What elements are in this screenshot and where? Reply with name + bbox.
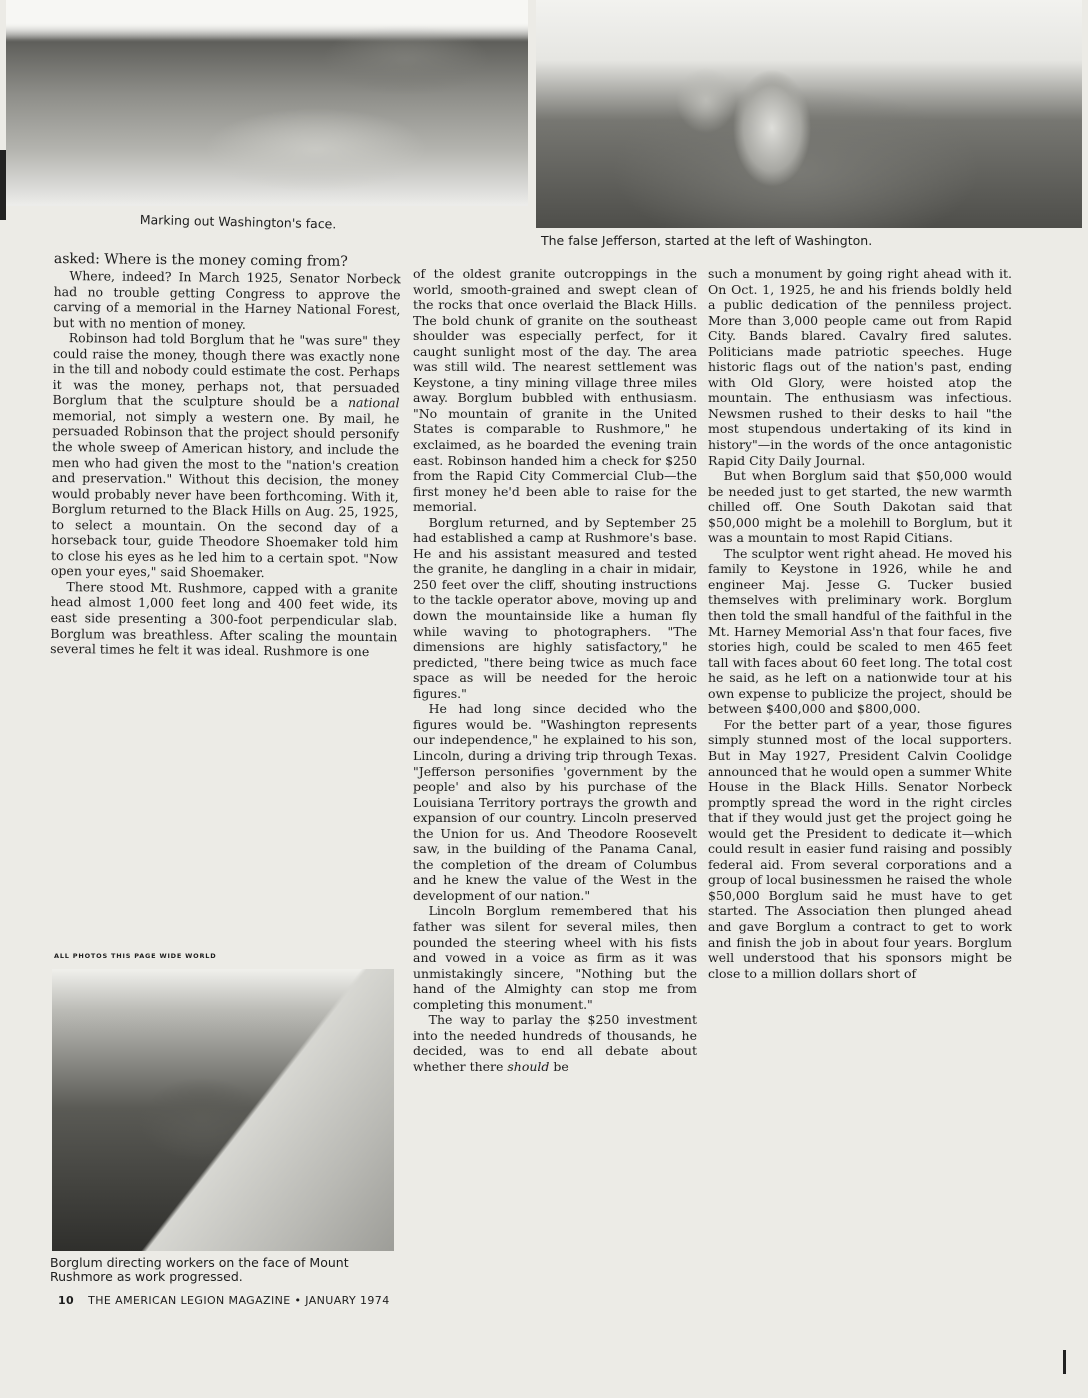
photo-false-jefferson — [536, 0, 1082, 228]
caption-washington-face: Marking out Washington's face. — [139, 212, 337, 232]
column-3-paragraph: The sculptor went right ahead. He moved his family to Keystone in 1926, while he and engineer Maj. Jesse G. Tucker busied themselves with preliminary work. Borglum then told the small handful of the faithful in the Mt. Harney Memorial Ass'n that four faces, five stories high, could be scaled to men 465 feet tall with faces about 60 feet long. The total cost he said, as he left on a nationwide tour at his own expense to publicize the project, should be between $400,000 and $800,000. — [708, 545, 1012, 717]
publication-line: THE AMERICAN LEGION MAGAZINE • JANUARY 1974 — [88, 1294, 390, 1307]
article-column-3 — [708, 266, 1012, 981]
column-1-paragraph: Where, indeed? In March 1925, Senator Norbeck had no trouble getting Congress to approve the carving of a memorial in the Harney National Forest, but with no mention of money. — [53, 268, 401, 332]
photo-washington-face-marking — [6, 0, 528, 206]
column-1-paragraph: There stood Mt. Rushmore, capped with a granite head almost 1,000 feet long and 400 feet wide, its east side presenting a 300-foot perpendicular slab. Borglum was breathless. After scaling the mountain several times he felt it was ideal. Rushmore is one — [50, 579, 398, 660]
column-2-paragraph: of the oldest granite outcroppings in the world, smooth-grained and swept clean of the rocks that once overlaid the Black Hills. The bold chunk of granite on the southeast shoulder was especially perfect, for it caught sunlight most of the day. The area was still wild. The nearest settlement was Keystone, a tiny mining village three miles away. Borglum bubbled with enthusiasm. "No mountain of granite in the United States is comparable to Rushmore," he exclaimed, as he boarded the evening train east. Robinson handed him a check for $250 from the Rapid City Commercial Club—the first money he'd been able to raise for the memorial. — [413, 266, 697, 515]
photo-borglum-directing-workers — [52, 969, 394, 1251]
column-1-paragraph: asked: Where is the money coming from? — [53, 251, 348, 270]
article-column-1 — [50, 251, 401, 660]
column-2-paragraph: Borglum returned, and by September 25 had established a camp at Rushmore's base. He and his assistant measured and tested the granite, he dangling in a chair in midair, 250 feet over the cliff, shouting instructions to the tackle operator above, moving up and down the mountainside like a human fly while waving to photographers. "The dimensions are highly satisfactory," he predicted, "there being twice as much face space as will be needed for the heroic figures." — [413, 514, 697, 701]
column-2-paragraph: The way to parlay the $250 investment into the needed hundreds of thousands, he decided, was to end all debate about whether there should be — [413, 1012, 697, 1074]
column-2-paragraph: Lincoln Borglum remembered that his father was silent for several miles, then pounded the steering wheel with his fists and vowed in a voice as firm as it was unmistakingly sincere, "Nothing but the hand of the Almighty can stop me from completing this monument." — [413, 903, 697, 1012]
column-3-paragraph: But when Borglum said that $50,000 would be needed just to get started, the new warmth chilled off. One South Dakotan said that $50,000 might be a molehill to Borglum, but it was a mountain to most Rapid Citians. — [708, 468, 1012, 546]
column-3-paragraph: For the better part of a year, those figures simply stunned most of the local supporters. But in May 1927, President Calvin Coolidge announced that he would open a summer White House in the Black Hills. Senator Norbeck promptly spread the word in the right circles that if they would just get the project going he would get the President to dedicate it—which could result in easier fund raising and possibly federal aid. From several corporations and a group of local businessmen he raised the whole $50,000 Borglum said he must have to get started. The Association then plunged ahead and gave Borglum a contract to get to work and finish the job in about four years. Borglum well understood that his sponsors might be close to a million dollars short of — [708, 716, 1012, 981]
article-column-2 — [413, 266, 697, 1074]
photo-credit: ALL PHOTOS THIS PAGE WIDE WORLD — [54, 952, 217, 960]
photo-sky — [6, 0, 528, 42]
page-number: 10 — [58, 1294, 75, 1307]
scan-edge-mark-right — [1063, 1350, 1066, 1374]
page-footer — [58, 1294, 390, 1307]
column-1-paragraph: Robinson had told Borglum that he "was sure" they could raise the money, though there was exactly none in the till and nobody could estimate the cost. Perhaps it was the money, perhaps not, that persuaded Borglum that the sculpture should be a national memorial, not simply a western one. By mail, he persuaded Robinson that the project should personify the whole sweep of American history, and include the men who had given the most to the "nation's creation and preservation." Without this decision, the money would probably never have been forthcoming. With it, Borglum returned to the Black Hills on Aug. 25, 1925, to select a mountain. On the second day of a horseback tour, guide Theodore Shoemaker told him to close his eyes as he led him to a certain spot. "Now open your eyes," said Shoemaker. — [50, 330, 401, 581]
caption-false-jefferson: The false Jefferson, started at the left of Washington. — [541, 233, 873, 248]
caption-borglum-workers: Borglum directing workers on the face of Mount Rushmore as work progressed. — [50, 1255, 349, 1284]
column-3-paragraph: such a monument by going right ahead with it. On Oct. 1, 1925, he and his friends boldly held a public dedication of the penniless project. More than 3,000 people came out from Rapid City. Bands blared. Cavalry fired salutes. Politicians made patriotic speeches. Huge historic flags out of the nation's past, ending with Old Glory, were hoisted atop the mountain. The enthusiasm was infectious. Newsmen rushed to their desks to hail "the most stupendous undertaking of its kind in history"—in the words of the once antagonistic Rapid City Daily Journal. — [708, 266, 1012, 468]
column-2-paragraph: He had long since decided who the figures would be. "Washington represents our independence," he explained to his son, Lincoln, during a driving trip through Texas. "Jefferson personifies 'government by the people' and also by his purchase of the Louisiana Territory portrays the growth and expansion of our country. Lincoln preserved the Union for us. And Theodore Roosevelt saw, in the building of the Panama Canal, the completion of the dream of Columbus and he knew the value of the West in the development of our nation." — [413, 701, 697, 903]
